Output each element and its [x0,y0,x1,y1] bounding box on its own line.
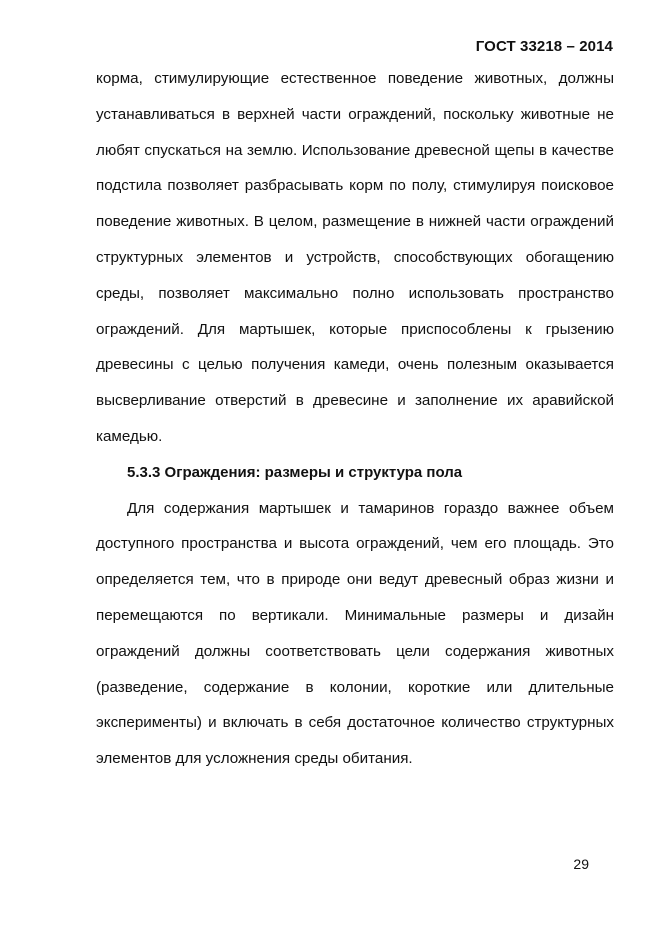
section-heading: 5.3.3 Ограждения: размеры и структура пола [127,463,463,481]
body-paragraph-continuation: корма, стимулирующие естественное поведение животных, должны устанавливаться в верхней части ограждений, поскольку животные не любят спускаться на землю. Использование древесной щепы в качестве подстила позволяет разбрасывать корм по полу, стимулируя поисковое поведение животных. В целом, размещение в нижней части ограждений структурных элементов и устройств, способствующих обогащению среды, позволяет максимально полно использовать пространство ограждений. Для мартышек, которые приспособлены к грызению древесины с целью получения камеди, очень полезным оказывается высверливание отверстий в древесине и заполнение их аравийской камедью. [96,70,614,445]
page-body [96,61,614,777]
document-code-header: ГОСТ 33218 – 2014 [475,38,613,55]
body-paragraph: Для содержания мартышек и тамаринов гораздо важнее объем доступного пространства и высота ограждений, чем его площадь. Это определяется тем, что в природе они ведут древесный образ жизни и перемещаются по вертикали. Минимальные размеры и дизайн ограждений должны соответствовать цели содержания животных (разведение, содержание в колонии, короткие или длительные эксперименты) и включать в себя достаточное количество структурных элементов для усложнения среды обитания. [96,499,614,768]
page-number: 29 [573,856,589,872]
